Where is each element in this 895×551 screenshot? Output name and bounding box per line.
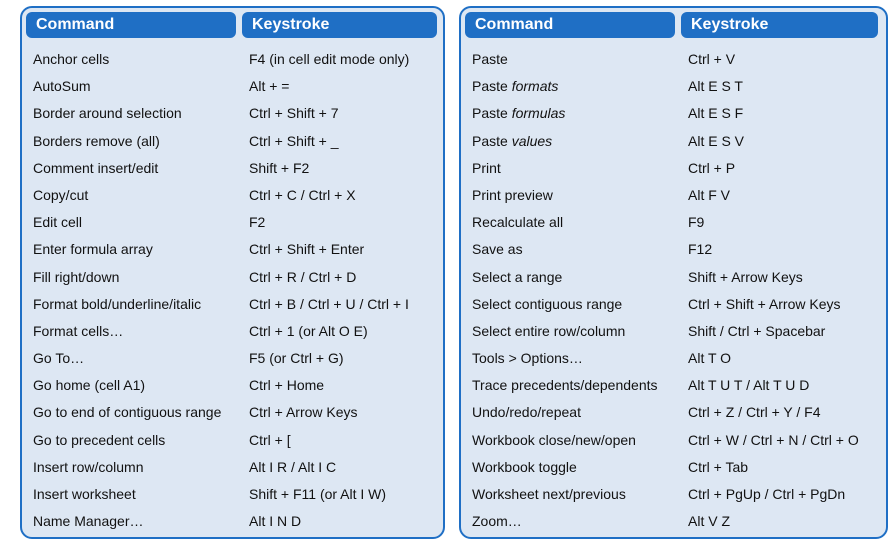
table-row bbox=[22, 264, 443, 291]
keystroke-cell: Ctrl + V bbox=[688, 51, 736, 67]
left-rows bbox=[22, 46, 443, 535]
keystroke-cell: Ctrl + Shift + _ bbox=[249, 132, 339, 149]
keystroke-cell: Ctrl + Tab bbox=[688, 458, 749, 475]
table-row bbox=[22, 318, 443, 345]
table-row bbox=[22, 236, 443, 263]
table-row bbox=[22, 46, 443, 73]
table-row bbox=[461, 427, 886, 454]
keystroke-cell: Alt F V bbox=[688, 186, 731, 203]
command-cell: Print preview bbox=[472, 186, 553, 203]
keystroke-cell: Alt E S F bbox=[688, 105, 744, 122]
command-cell bbox=[472, 100, 565, 127]
keystroke-cell: Ctrl + PgUp / Ctrl + PgDn bbox=[688, 486, 846, 502]
table-row bbox=[22, 427, 443, 454]
keystroke-cell: Ctrl + Z / Ctrl + Y / F4 bbox=[688, 404, 821, 421]
table-row bbox=[22, 73, 443, 100]
table-row bbox=[461, 264, 886, 291]
keystroke-cell: Alt I N D bbox=[249, 513, 302, 530]
command-cell: Format bold/underline/italic bbox=[33, 295, 202, 312]
command-cell: Save as bbox=[472, 241, 523, 258]
command-cell: Comment insert/edit bbox=[33, 159, 159, 176]
table-row bbox=[461, 236, 886, 263]
command-cell: Fill right/down bbox=[33, 268, 120, 285]
command-cell bbox=[472, 128, 552, 155]
table-row bbox=[22, 209, 443, 236]
command-prefix: Paste bbox=[472, 105, 512, 122]
table-row bbox=[461, 182, 886, 209]
command-cell: Workbook toggle bbox=[472, 458, 577, 475]
right-shortcut-table bbox=[459, 6, 888, 539]
command-cell: Borders remove (all) bbox=[33, 132, 160, 149]
table-row bbox=[22, 345, 443, 372]
command-header: Command bbox=[26, 12, 236, 38]
command-cell: Name Manager… bbox=[33, 513, 144, 530]
table-row bbox=[461, 155, 886, 182]
command-cell: Go to precedent cells bbox=[33, 431, 166, 448]
keystroke-cell: F2 bbox=[249, 214, 266, 231]
table-row bbox=[461, 73, 886, 100]
keystroke-cell: Ctrl + [ bbox=[249, 431, 291, 448]
command-cell: Format cells… bbox=[33, 322, 124, 339]
keystroke-cell: Shift + Arrow Keys bbox=[688, 268, 803, 285]
table-row bbox=[22, 155, 443, 182]
command-cell: Print bbox=[472, 159, 501, 176]
command-cell: Go To… bbox=[33, 350, 85, 367]
command-cell: Tools > Options… bbox=[472, 350, 583, 367]
table-row bbox=[22, 372, 443, 399]
table-row bbox=[22, 291, 443, 318]
keystroke-cell: Ctrl + 1 (or Alt O E) bbox=[249, 322, 368, 339]
table-row bbox=[461, 100, 886, 127]
table-row bbox=[22, 399, 443, 426]
command-cell: Recalculate all bbox=[472, 214, 564, 231]
command-cell: Trace precedents/dependents bbox=[472, 377, 658, 394]
command-cell: Go home (cell A1) bbox=[33, 377, 146, 394]
keystroke-cell: Ctrl + Home bbox=[249, 377, 325, 394]
keystroke-cell: Alt V Z bbox=[688, 513, 731, 530]
keystroke-cell: Ctrl + Shift + Arrow Keys bbox=[688, 295, 841, 312]
command-italic: values bbox=[511, 132, 553, 149]
table-row bbox=[461, 372, 886, 399]
command-cell: Copy/cut bbox=[33, 186, 89, 203]
command-cell: Enter formula array bbox=[33, 241, 153, 258]
table-row bbox=[461, 46, 886, 73]
command-cell: AutoSum bbox=[33, 78, 91, 95]
command-cell: Undo/redo/repeat bbox=[472, 404, 581, 421]
command-prefix: Paste bbox=[472, 132, 512, 149]
table-row bbox=[22, 454, 443, 481]
keystroke-cell: Ctrl + W / Ctrl + N / Ctrl + O bbox=[688, 431, 859, 448]
command-italic: formats bbox=[511, 78, 559, 95]
left-shortcut-table bbox=[20, 6, 445, 539]
command-cell: Workbook close/new/open bbox=[472, 431, 636, 448]
table-row bbox=[461, 508, 886, 535]
command-cell: Edit cell bbox=[33, 214, 83, 231]
command-cell: Insert worksheet bbox=[33, 486, 136, 502]
table-row bbox=[22, 182, 443, 209]
command-cell: Select entire row/column bbox=[472, 322, 626, 339]
command-prefix: Paste bbox=[472, 78, 512, 95]
keystroke-cell: Alt T U T / Alt T U D bbox=[688, 377, 810, 394]
command-cell: Zoom… bbox=[472, 513, 522, 530]
keystroke-cell: F9 bbox=[688, 214, 705, 231]
keystroke-cell: F12 bbox=[688, 241, 713, 258]
keystroke-header: Keystroke bbox=[681, 12, 878, 38]
command-cell: Select contiguous range bbox=[472, 295, 623, 312]
keystroke-header: Keystroke bbox=[242, 12, 437, 38]
keystroke-cell: Alt E S T bbox=[688, 78, 743, 95]
table-row bbox=[461, 209, 886, 236]
command-header: Command bbox=[465, 12, 675, 38]
keystroke-cell: Alt T O bbox=[688, 350, 732, 367]
command-cell: Go to end of contiguous range bbox=[33, 404, 222, 421]
command-cell: Border around selection bbox=[33, 105, 182, 122]
command-cell bbox=[472, 73, 558, 100]
table-row bbox=[22, 508, 443, 535]
keystroke-cell: F4 (in cell edit mode only) bbox=[249, 51, 410, 67]
table-row bbox=[461, 481, 886, 508]
keystroke-cell: Alt I R / Alt I C bbox=[249, 458, 337, 475]
keystroke-cell: Ctrl + R / Ctrl + D bbox=[249, 268, 357, 285]
keystroke-cell: Ctrl + Shift + Enter bbox=[249, 241, 365, 258]
keystroke-cell: Shift + F2 bbox=[249, 159, 310, 176]
keystroke-cell: Ctrl + B / Ctrl + U / Ctrl + I bbox=[249, 295, 409, 312]
table-row bbox=[461, 291, 886, 318]
table-row bbox=[461, 454, 886, 481]
table-row bbox=[461, 399, 886, 426]
table-row bbox=[22, 100, 443, 127]
keystroke-cell: Ctrl + C / Ctrl + X bbox=[249, 186, 356, 203]
keystroke-cell: Alt E S V bbox=[688, 132, 745, 149]
keystroke-cell: Ctrl + P bbox=[688, 159, 736, 176]
command-italic: formulas bbox=[511, 105, 566, 122]
command-cell: Select a range bbox=[472, 268, 563, 285]
command-cell: Anchor cells bbox=[33, 51, 110, 67]
command-cell: Worksheet next/previous bbox=[472, 486, 626, 502]
keystroke-cell: F5 (or Ctrl + G) bbox=[249, 350, 344, 367]
keystroke-cell: Shift + F11 (or Alt I W) bbox=[249, 486, 387, 502]
table-row bbox=[461, 345, 886, 372]
keystroke-cell: Ctrl + Shift + 7 bbox=[249, 105, 339, 122]
right-rows bbox=[461, 46, 886, 535]
keystroke-cell: Shift / Ctrl + Spacebar bbox=[688, 322, 826, 339]
table-row bbox=[22, 481, 443, 508]
keystroke-cell: Ctrl + Arrow Keys bbox=[249, 404, 358, 421]
table-row bbox=[461, 318, 886, 345]
command-cell: Insert row/column bbox=[33, 458, 144, 475]
keystroke-cell: Alt + = bbox=[249, 78, 290, 95]
command-cell: Paste bbox=[472, 51, 508, 67]
table-row bbox=[22, 128, 443, 155]
table-row bbox=[461, 128, 886, 155]
